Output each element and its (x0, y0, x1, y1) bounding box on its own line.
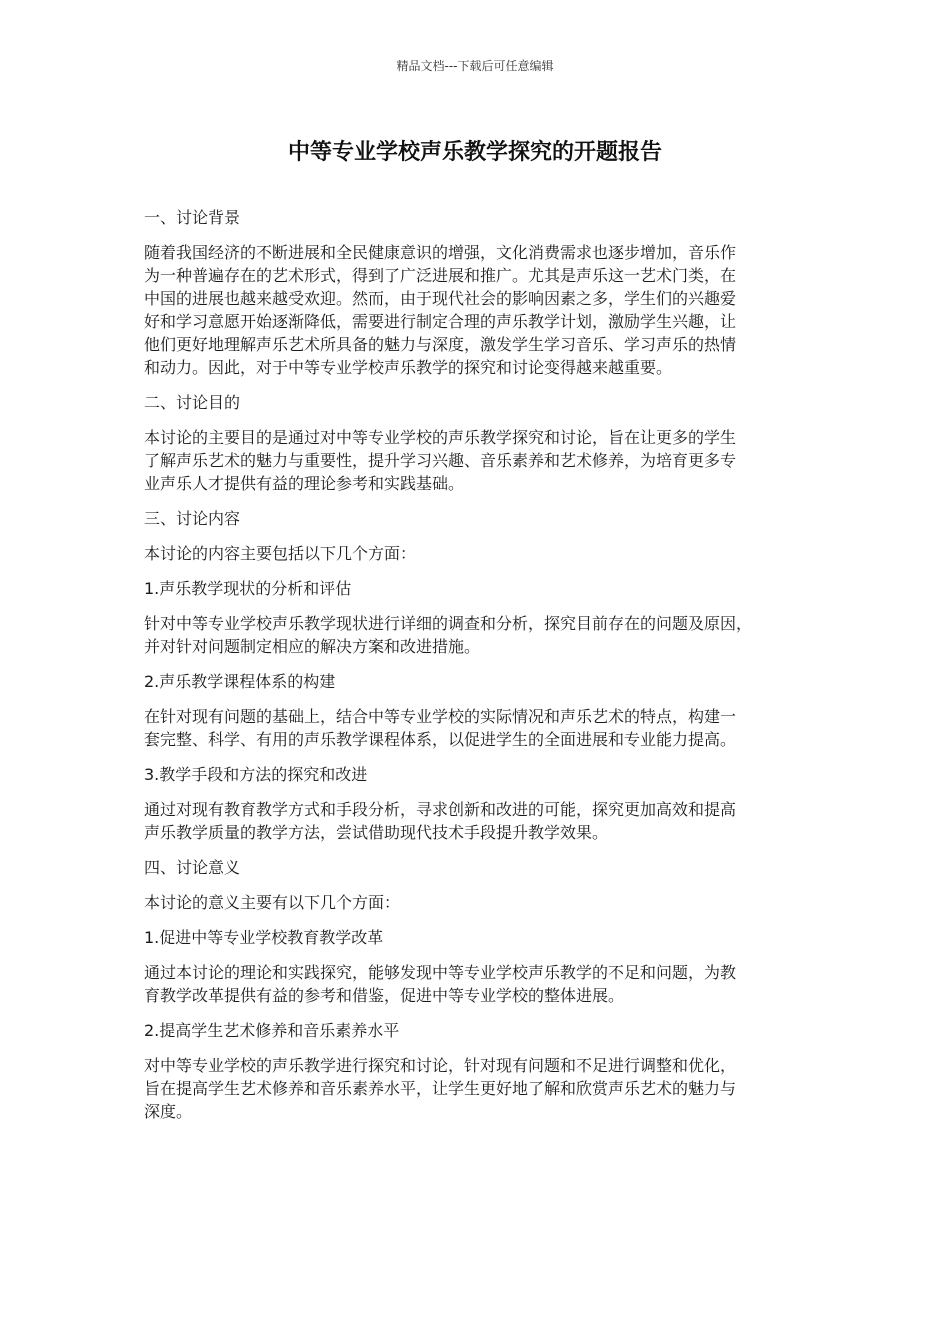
section-heading: 1.声乐教学现状的分析和评估 (144, 579, 352, 598)
section-heading: 一、讨论背景 (144, 208, 241, 227)
paragraph-line: 了解声乐艺术的魅力与重要性，提升学习兴趣、音乐素养和艺术修养，为培育更多专 (144, 451, 737, 470)
paragraph-line: 本讨论的内容主要包括以下几个方面： (144, 544, 417, 563)
paragraph-line: 套完整、科学、有用的声乐教学课程体系，以促进学生的全面进展和专业能力提高。 (144, 730, 737, 749)
paragraph-line: 声乐教学质量的教学方法，尝试借助现代技术手段提升教学效果。 (144, 823, 609, 842)
paragraph-line: 育教学改革提供有益的参考和借鉴，促进中等专业学校的整体进展。 (144, 986, 625, 1005)
paragraph-line: 对中等专业学校的声乐教学进行探究和讨论，针对现有问题和不足进行调整和优化， (144, 1056, 737, 1075)
paragraph (144, 1054, 806, 1123)
section-heading: 2.声乐教学课程体系的构建 (144, 672, 336, 691)
paragraph-line: 好和学习意愿开始逐渐降低，需要进行制定合理的声乐教学计划，激励学生兴趣，让 (144, 312, 737, 331)
section-heading: 三、讨论内容 (144, 509, 241, 528)
paragraph-line: 通过对现有教育教学方式和手段分析，寻求创新和改进的可能，探究更加高效和提高 (144, 800, 737, 819)
paragraph-line: 在针对现有问题的基础上，结合中等专业学校的实际情况和声乐艺术的特点，构建一 (144, 707, 737, 726)
paragraph-line: 通过本讨论的理论和实践探究，能够发现中等专业学校声乐教学的不足和问题，为教 (144, 963, 737, 982)
section-heading: 二、讨论目的 (144, 393, 241, 412)
section-heading: 2.提高学生艺术修养和音乐素养水平 (144, 1021, 400, 1040)
paragraph (144, 961, 806, 1007)
paragraph-line: 随着我国经济的不断进展和全民健康意识的增强，文化消费需求也逐步增加，音乐作 (144, 243, 737, 262)
paragraph (144, 241, 806, 379)
paragraph-line: 他们更好地理解声乐艺术所具备的魅力与深度，激发学生学习音乐、学习声乐的热情 (144, 335, 737, 354)
paragraph-line: 并对针对问题制定相应的解决方案和改进措施。 (144, 637, 481, 656)
page-header: 精品文档---下载后可任意编辑 (396, 59, 554, 73)
paragraph (144, 612, 806, 658)
paragraph-line: 本讨论的意义主要有以下几个方面： (144, 893, 401, 912)
section-heading: 1.促进中等专业学校教育教学改革 (144, 928, 384, 947)
paragraph-line: 深度。 (144, 1102, 193, 1121)
paragraph-line: 本讨论的主要目的是通过对中等专业学校的声乐教学探究和讨论，旨在让更多的学生 (144, 428, 737, 447)
paragraph (144, 798, 806, 844)
document-title: 中等专业学校声乐教学探究的开题报告 (287, 140, 662, 165)
paragraph-line: 针对中等专业学校声乐教学现状进行详细的调查和分析，探究目前存在的问题及原因， (144, 614, 753, 633)
section-heading: 3.教学手段和方法的探究和改进 (144, 765, 368, 784)
paragraph-line: 和动力。因此，对于中等专业学校声乐教学的探究和讨论变得越来越重要。 (144, 358, 673, 377)
paragraph-line: 中国的进展也越来越受欢迎。然而，由于现代社会的影响因素之多，学生们的兴趣爱 (144, 289, 737, 308)
paragraph (144, 705, 806, 751)
section-heading: 四、讨论意义 (144, 858, 241, 877)
paragraph (144, 891, 806, 914)
paragraph (144, 426, 806, 495)
paragraph-line: 为一种普遍存在的艺术形式，得到了广泛进展和推广。尤其是声乐这一艺术门类，在 (144, 266, 737, 285)
document-body (144, 206, 806, 1135)
paragraph-line: 业声乐人才提供有益的理论参考和实践基础。 (144, 474, 465, 493)
paragraph (144, 542, 806, 565)
paragraph-line: 旨在提高学生艺术修养和音乐素养水平，让学生更好地了解和欣赏声乐艺术的魅力与 (144, 1079, 737, 1098)
